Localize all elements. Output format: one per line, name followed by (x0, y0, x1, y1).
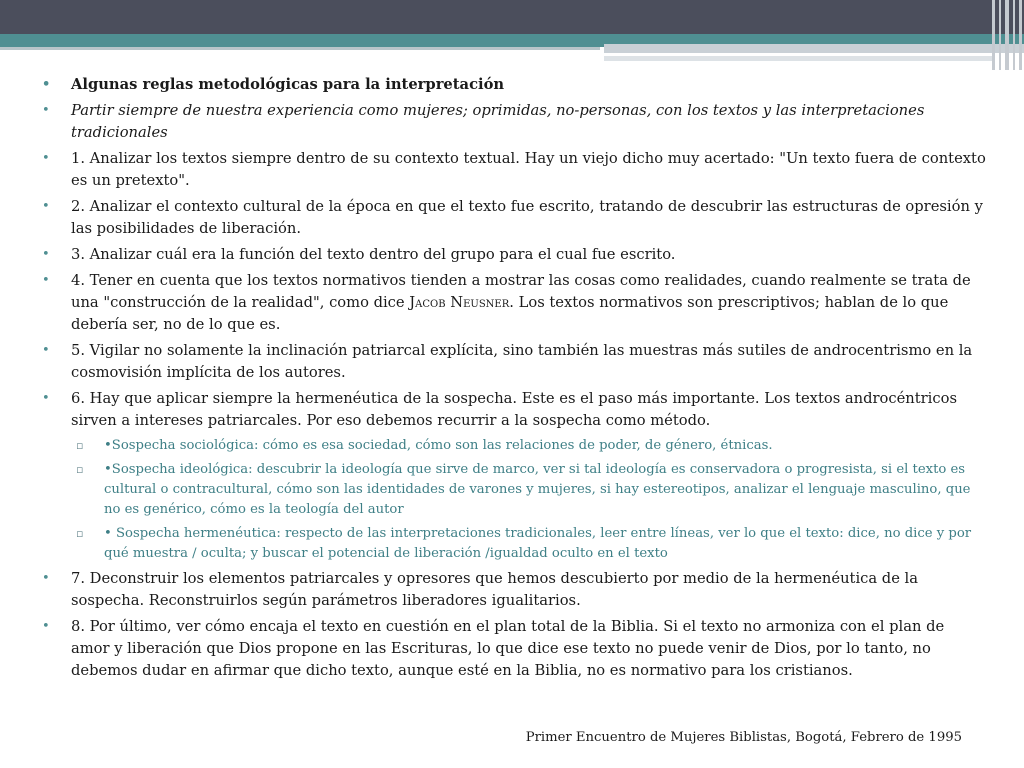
list-item (36, 616, 986, 682)
item-6-text: 6. Hay que aplicar siempre la hermenéutica de la sospecha. Este es el paso más importante. Los textos androcéntricos sirven a intereses patriarcales. Por eso debemos recurrir a la sospecha como método. (71, 390, 957, 429)
sub-item-2-text: •Sospecha ideológica: descubrir la ideología que sirve de marco, ver si tal ideología es conservadora o progresista, si el texto es cultural o contracultural, cómo son las identidades de varones y mujeres, si hay estereotipos, analizar el lenguaje masculino, que no es genérico, cómo es la teología del autor (104, 462, 971, 517)
list-item (36, 196, 986, 240)
intro-text: Partir siempre de nuestra experiencia como mujeres; oprimidas, no-personas, con los textos y las interpretaciones tradicionales (71, 102, 925, 141)
list-item (36, 568, 986, 612)
bullet-dot-icon: • (42, 247, 50, 262)
item-1-text: 1. Analizar los textos siempre dentro de su contexto textual. Hay un viejo dicho muy acertado: "Un texto fuera de contexto es un pretexto". (71, 150, 986, 189)
sub-item-1-text: •Sospecha sociológica: cómo es esa sociedad, cómo son las relaciones de poder, de género, étnicas. (104, 438, 773, 453)
list-item (36, 148, 986, 192)
square-bullet-icon: ▫ (76, 527, 84, 540)
bullet-dot-icon: • (42, 391, 50, 406)
bullet-dot-icon: • (42, 343, 50, 358)
square-bullet-icon: ▫ (76, 439, 84, 452)
author-name: Jacob Neusner (409, 294, 510, 311)
sub-item-3-text: • Sospecha hermenéutica: respecto de las interpretaciones tradicionales, leer entre líneas, ver lo que el texto: dice, no dice y por qué muestra / oculta; y buscar el potencial de liberación /igualdad oculto en el texto (104, 526, 972, 561)
slide-content (36, 74, 986, 686)
slide-heading (36, 74, 986, 96)
bullet-dot-icon: • (42, 619, 50, 634)
header-band-grey (604, 44, 1024, 53)
item-4-after: . Los textos normativos son prescriptivos; hablan de lo que debería ser, no de lo que es. (71, 294, 949, 333)
bullet-dot-icon: • (42, 103, 50, 118)
item-5-text: 5. Vigilar no solamente la inclinación patriarcal explícita, sino también las muestras más sutiles de androcentrismo en la cosmovisión implícita de los autores. (71, 342, 973, 381)
square-bullet-icon: ▫ (76, 463, 84, 476)
list-item (36, 244, 986, 266)
list-item (36, 340, 986, 384)
heading-text: Algunas reglas metodológicas para la interpretación (71, 76, 505, 93)
slide-footer: Primer Encuentro de Mujeres Biblistas, Bogotá, Febrero de 1995 (525, 730, 962, 745)
bullet-dot-icon: • (42, 273, 50, 288)
sub-list-item (36, 436, 986, 456)
list-item (36, 270, 986, 336)
intro-item (36, 100, 986, 144)
item-3-text: 3. Analizar cuál era la función del texto dentro del grupo para el cual fue escrito. (71, 246, 676, 263)
item-7-text: 7. Deconstruir los elementos patriarcales y opresores que hemos descubierto por medio de la hermenéutica de la sospecha. Reconstruirlos según parámetros liberadores igualitarios. (71, 570, 919, 609)
item-8-text: 8. Por último, ver cómo encaja el texto en cuestión en el plan total de la Biblia. Si el texto no armoniza con el plan de amor y liberación que Dios propone en las Escrituras, lo que dice ese texto no puede venir de Dios, por lo tanto, no debemos dudar en afirmar que dicho texto, aunque esté en la Biblia, no es normativo para los cristianos. (71, 618, 945, 679)
decorative-stripes (990, 0, 1024, 70)
header-band-grey-thin (604, 56, 994, 61)
list-item (36, 388, 986, 432)
bullet-dot-icon: • (42, 77, 51, 92)
bullet-dot-icon: • (42, 199, 50, 214)
sub-list-item (36, 524, 986, 564)
bullet-dot-icon: • (42, 151, 50, 166)
item-4-before: 4. Tener en cuenta que los textos normativos tienden a mostrar las cosas como realidades, cuando realmente se trata de una "construcción de la realidad", como dice (71, 272, 971, 311)
item-2-text: 2. Analizar el contexto cultural de la época en que el texto fue escrito, tratando de descubrir las estructuras de opresión y las posibilidades de liberación. (71, 198, 983, 237)
header-band-dark (0, 0, 1024, 34)
header-band-light (0, 47, 600, 50)
bullet-dot-icon: • (42, 571, 50, 586)
sub-list-item (36, 460, 986, 520)
